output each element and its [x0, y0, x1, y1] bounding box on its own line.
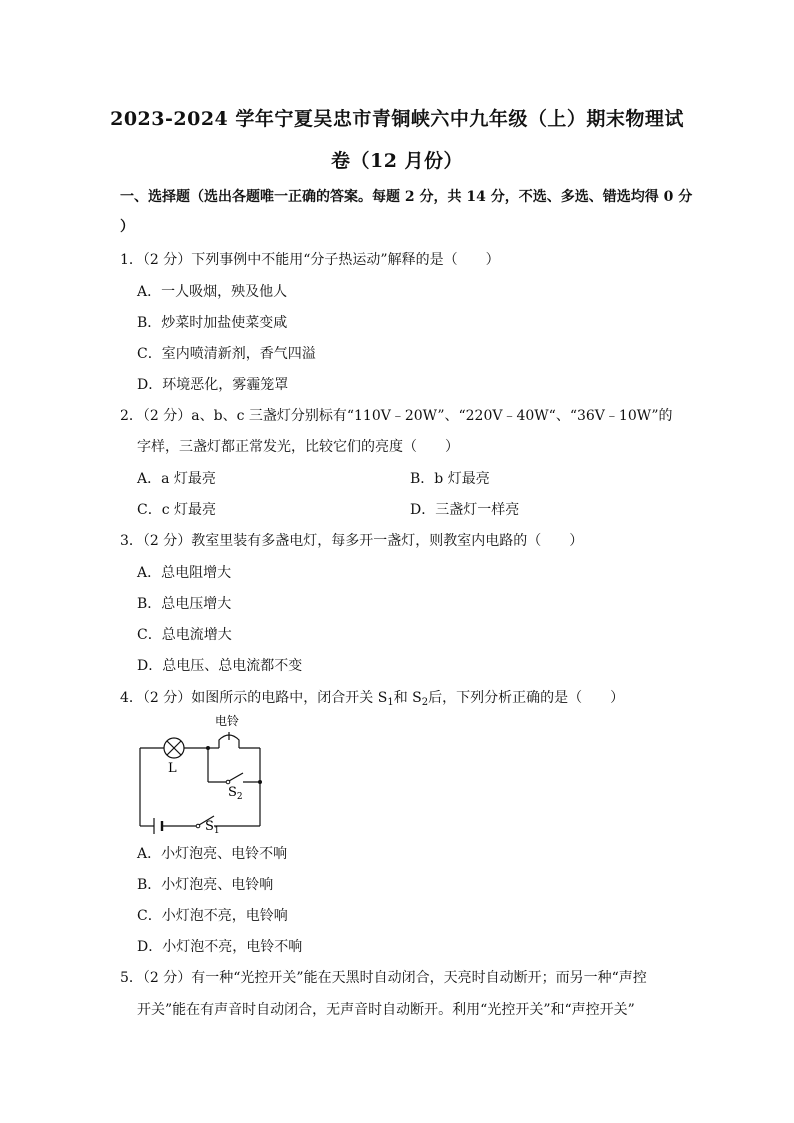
question-2-option-d: D．三盏灯一样亮	[410, 502, 520, 518]
question-3-option-d: D．总电压、总电流都不变	[137, 658, 303, 674]
switch-s2-letter: S	[228, 785, 237, 800]
question-3-stem: 3．（2 分）教室里装有多盏电灯，每多开一盏灯，则教室内电路的（ ）	[120, 533, 584, 549]
question-4-option-b: B．小灯泡亮、电铃响	[137, 877, 274, 893]
question-2-stem-line1: 2．（2 分）a、b、c 三盏灯分别标有“110V﹣20W”、“220V﹣40W“、“36V﹣10W”的	[120, 408, 673, 424]
question-2-option-c: C．c 灯最亮	[137, 502, 217, 518]
circuit-diagram	[130, 710, 290, 835]
question-4-stem	[120, 687, 624, 708]
section-heading: 一、选择题（选出各题唯一正确的答案。每题 2 分，共 14 分，不选、多选、错选均得 0 分	[120, 189, 693, 205]
bell-label: 电铃	[215, 714, 240, 728]
switch-s2-subscript: 2	[236, 792, 243, 802]
question-5-stem-line2: 开关”能在有声音时自动闭合，无声音时自动断开。利用“光控开关”和“声控开关”	[137, 1002, 635, 1018]
question-4-stem-pre: 4．（2 分）如图所示的电路中，闭合开关 S	[120, 690, 388, 706]
document-title-line2: 卷（12 月份）	[330, 150, 464, 172]
switch-s2-label	[228, 785, 243, 802]
question-2-option-a: A．a 灯最亮	[137, 471, 216, 487]
switch-s1-label	[205, 819, 220, 835]
question-3-option-a: A．总电阻增大	[137, 565, 232, 581]
question-4-option-a: A．小灯泡亮、电铃不响	[137, 846, 288, 862]
question-4-option-d: D．小灯泡不亮，电铃不响	[137, 939, 303, 955]
junction-dot-left	[206, 746, 210, 750]
switch-s1-letter: S	[205, 819, 214, 834]
switch-s1-subscript: 1	[213, 826, 220, 835]
question-4-option-c: C．小灯泡不亮，电铃响	[137, 908, 288, 924]
question-1-option-b: B．炒菜时加盐使菜变咸	[137, 315, 288, 331]
switch-s1-pivot	[196, 824, 200, 828]
section-heading-cont: ）	[120, 219, 134, 235]
question-1-stem: 1．（2 分）下列事例中不能用“分子热运动”解释的是（ ）	[120, 252, 500, 268]
question-5-stem-line1: 5．（2 分）有一种“光控开关”能在天黑时自动闭合，天亮时自动断开；而另一种“声控	[120, 970, 647, 986]
question-4-stem-sub1: 1	[387, 697, 394, 708]
question-4-stem-mid: 和 S	[393, 690, 422, 706]
document-title-line1: 2023-2024 学年宁夏吴忠市青铜峡六中九年级（上）期末物理试	[110, 108, 684, 130]
bell-icon	[219, 732, 239, 748]
question-3-option-b: B．总电压增大	[137, 596, 232, 612]
question-2-stem-line2: 字样，三盏灯都正常发光，比较它们的亮度（ ）	[137, 439, 459, 455]
junction-dot-right	[258, 780, 262, 784]
question-2-option-b: B．b 灯最亮	[410, 471, 490, 487]
question-1-option-c: C．室内喷清新剂，香气四溢	[137, 346, 316, 362]
lamp-icon	[164, 738, 184, 758]
battery-icon	[154, 818, 162, 834]
question-4-stem-post: 后，下列分析正确的是（ ）	[428, 690, 625, 706]
question-3-option-c: C．总电流增大	[137, 627, 232, 643]
switch-s2-blade	[229, 773, 243, 781]
question-1-option-a: A．一人吸烟，殃及他人	[137, 284, 288, 300]
lamp-label: L	[168, 761, 177, 776]
switch-s2-pivot	[226, 780, 230, 784]
question-1-option-d: D．环境恶化，雾霾笼罩	[137, 377, 289, 393]
question-4-stem-sub2: 2	[421, 697, 429, 708]
